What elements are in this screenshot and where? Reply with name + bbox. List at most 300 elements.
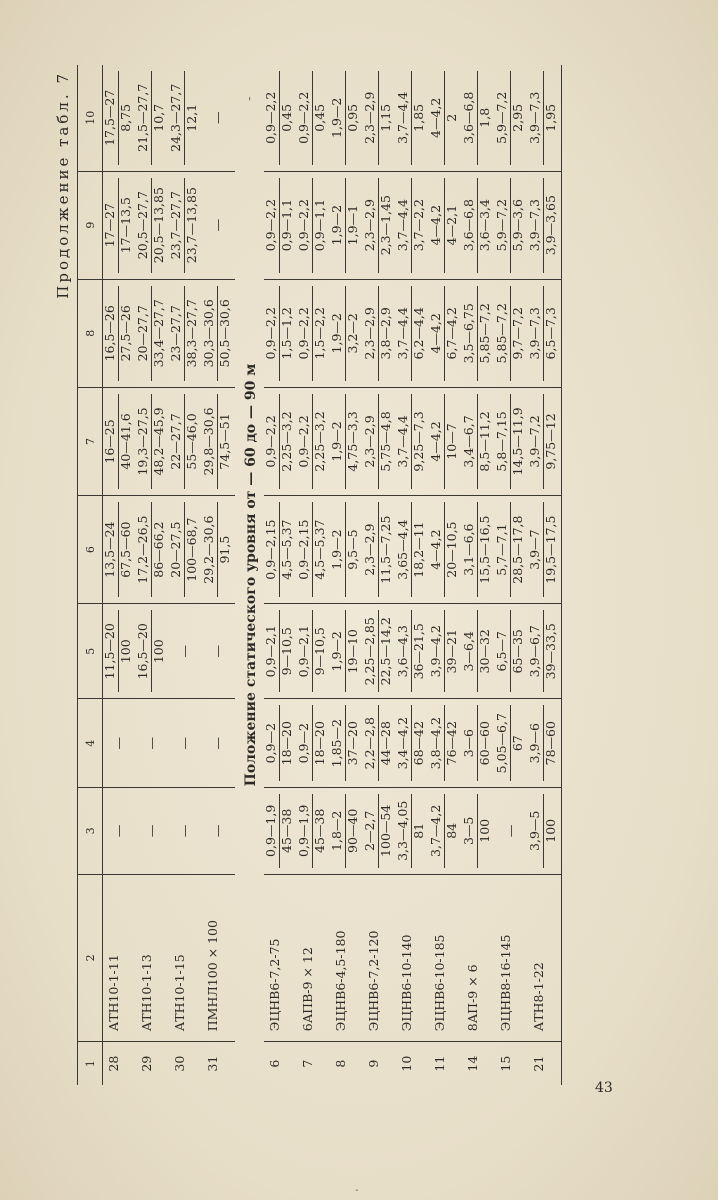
cell-percent-value: 37—20 — [344, 721, 360, 766]
cell-range-value: 2,3—2,9 — [363, 178, 379, 273]
cell-range-value: 3,9—7,3 — [528, 178, 544, 273]
cell-c3 — [396, 788, 429, 875]
cell-range-value: 20—27,7 — [136, 286, 152, 381]
cell-range-value: 6,5—7 — [495, 610, 511, 692]
pump-model: АТН10-1-13 — [136, 874, 169, 1042]
cell-c9 — [103, 171, 137, 279]
cell-c4 — [396, 699, 429, 788]
cell-percent-value: 3,8—2,9 — [377, 307, 393, 360]
cell-percent-value: 100 — [542, 818, 558, 843]
cell-percent-value: 45—38 — [311, 808, 327, 853]
cell-dash: — — [503, 824, 518, 838]
table-continuation-header: Продолжение табл. 7 — [54, 71, 72, 299]
cell-range-value: 2,3—2,9 — [363, 502, 379, 597]
cell-range-value: 2,3—2,9 — [363, 394, 379, 489]
cell-c6 — [136, 496, 169, 604]
cell-percent-value: 28,5—17,8 — [509, 515, 525, 584]
cell-percent-value: 1,8 — [476, 107, 492, 128]
cell-percent-value: 84 — [443, 822, 459, 839]
cell-range-value: 3,9—5 — [528, 794, 544, 868]
pump-model: ЭЦНВ6-10-140 — [396, 874, 429, 1042]
cell-percent-value: 15,5—16,5 — [476, 515, 492, 584]
cell-range-value: 3,7—4,4 — [396, 71, 412, 165]
cell-range-value: 5,9—7,2 — [495, 71, 511, 165]
cell-range-value: 16,5—20 — [136, 610, 152, 692]
cell-percent-value: 17—13,5 — [117, 197, 133, 254]
cell-c9 — [462, 171, 495, 279]
pump-model: 8АП-9 × 6 — [462, 874, 495, 1042]
cell-percent-value: 3,2—2 — [344, 313, 360, 354]
table-row — [202, 65, 235, 1085]
cell-range-value: 3,3—4,05 — [396, 794, 412, 868]
cell-c9 — [528, 171, 562, 279]
cell-c4 — [528, 699, 562, 788]
cell-c4 — [264, 699, 297, 788]
cell-range-value: 16—25 — [103, 394, 119, 489]
cell-range-value: 5,8—7,15 — [495, 394, 511, 489]
cell-range-value: 3,1—6,6 — [462, 502, 478, 597]
cell-c8 — [169, 279, 202, 387]
cell-range-value: 0,9—2,1 — [297, 610, 313, 692]
cell-range-value: 5,7—7,1 — [495, 502, 511, 597]
cell-range-value: 1,9—2 — [330, 502, 346, 597]
cell-percent-value: 100 — [150, 639, 166, 664]
cell-c6 — [169, 496, 202, 604]
cell-c10 — [264, 65, 297, 171]
table-row — [528, 65, 562, 1085]
cell-percent-value: 100—54 — [377, 804, 393, 857]
cell-percent-value: 100 — [476, 818, 492, 843]
cell-range-value: 5,85—7,2 — [495, 286, 511, 381]
cell-percent-value: 44—28 — [377, 721, 393, 766]
cell-range-value: 3,6—4,3 — [396, 610, 412, 692]
cell-dash: — — [177, 736, 192, 750]
cell-c8 — [330, 279, 363, 387]
cell-range-value: 17,5—27 — [103, 71, 119, 165]
cell-c3 — [495, 788, 528, 875]
cell-range-value: 0,9—2,2 — [297, 178, 313, 273]
cell-range-value: 0,9—2,2 — [297, 71, 313, 165]
row-number: 29 — [139, 1055, 154, 1072]
cell-dash: — — [144, 824, 159, 838]
cell-percent-value: 0,9—1,1 — [278, 199, 294, 252]
cell-range-value: 1,9—2 — [330, 394, 346, 489]
cell-c10 — [462, 65, 495, 171]
cell-c9 — [202, 171, 235, 279]
pump-model: ПМНЛ100 × 100 — [202, 874, 235, 1042]
pump-model: ЭЦНВ6-10-185 — [429, 874, 462, 1042]
cell-percent-value: 0,45 — [311, 103, 327, 132]
cell-c9 — [363, 171, 396, 279]
cell-percent-value: 78—60 — [542, 721, 558, 766]
table-row — [462, 65, 495, 1085]
table-row — [169, 65, 202, 1085]
cell-c5 — [429, 604, 462, 699]
cell-c8 — [202, 279, 235, 387]
table-body — [103, 65, 562, 1085]
cell-c10 — [495, 65, 528, 171]
cell-c3 — [103, 788, 137, 875]
cell-c8 — [495, 279, 528, 387]
row-number: 28 — [106, 1055, 121, 1072]
cell-percent-value: 10—7 — [443, 423, 459, 460]
table-row — [103, 65, 137, 1085]
cell-c3 — [202, 788, 235, 875]
pump-model: АТН8-1-22 — [528, 874, 562, 1042]
cell-range-value: 0,9—1,9 — [297, 794, 313, 868]
cell-percent-value: 9,5—5 — [344, 529, 360, 570]
cell-percent-value: 5,75—4,8 — [377, 411, 393, 472]
cell-range-value: 3,9—7,2 — [528, 394, 544, 489]
cell-percent-value: 14,5—11,9 — [509, 407, 525, 476]
cell-range-value: 3,9—6,7 — [528, 610, 544, 692]
column-header-9: 9 — [78, 171, 103, 279]
cell-percent-value: 48,2—45,9 — [150, 407, 166, 476]
cell-range-value: 3—6 — [462, 705, 478, 781]
cell-c6 — [103, 496, 137, 604]
cell-percent-value: 30—32 — [476, 629, 492, 674]
cell-c7 — [396, 387, 429, 495]
row-number: 11 — [432, 1055, 447, 1072]
cell-c3 — [528, 788, 562, 875]
cell-dash: — — [210, 736, 225, 750]
cell-range-value: 17—27 — [103, 178, 119, 273]
cell-percent-value: 4,5—5,37 — [311, 519, 327, 580]
cell-range-value: 4—4,2 — [429, 71, 445, 165]
cell-percent-value: 86—66,2 — [150, 521, 166, 578]
cell-percent-value: 4,75—3,3 — [344, 411, 360, 472]
table-row — [495, 65, 528, 1085]
cell-dash: — — [177, 645, 192, 658]
cell-percent-value: 18—20 — [278, 721, 294, 766]
rotated-table-container — [49, 65, 669, 1085]
cell-percent-value: 1,15 — [377, 103, 393, 132]
cell-percent-value: 1,5—1,2 — [278, 307, 294, 360]
section-title: Положение статического уровня от — 60 до — 90 м — [243, 363, 259, 787]
cell-percent-value: 65—35 — [509, 629, 525, 674]
cell-percent-value: 38,3—27,7 — [183, 299, 199, 368]
cell-range-value: 0,9—2,1 — [264, 610, 280, 692]
cell-c5 — [330, 604, 363, 699]
column-header-1: 1 — [78, 1042, 103, 1085]
cell-percent-value: 6,2—4,4 — [410, 307, 426, 360]
cell-c9 — [136, 171, 169, 279]
cell-c7 — [363, 387, 396, 495]
cell-range-value: 29,2—30,6 — [202, 502, 218, 597]
cell-range-value: 0,9—2,2 — [297, 286, 313, 381]
cell-c9 — [396, 171, 429, 279]
cell-c5 — [136, 604, 169, 699]
cell-c7 — [429, 387, 462, 495]
cell-dash: — — [111, 824, 126, 838]
cell-percent-value: 60—60 — [476, 721, 492, 766]
cell-c7 — [264, 387, 297, 495]
cell-c9 — [297, 171, 330, 279]
cell-range-value: 2,3—2,9 — [363, 71, 379, 165]
cell-range-value: 20,5—27,7 — [136, 178, 152, 273]
cell-range-value: 4—4,2 — [429, 286, 445, 381]
cell-percent-value: 68—42 — [410, 721, 426, 766]
cell-range-value: 3,7—4,4 — [396, 286, 412, 381]
cell-range-value: 21,5—27,7 — [136, 71, 152, 165]
cell-range-value: 3,7—4,4 — [396, 178, 412, 273]
cell-percent-value: 8,5—11,2 — [476, 411, 492, 472]
cell-c6 — [202, 496, 235, 604]
cell-c10 — [528, 65, 562, 171]
section-row — [235, 65, 264, 1085]
row-number: 7 — [300, 1059, 315, 1068]
cell-c6 — [264, 496, 297, 604]
cell-percent-value: 6,5—7,3 — [542, 307, 558, 360]
cell-c6 — [495, 496, 528, 604]
cell-percent-value: 3,9—3,65 — [542, 195, 558, 256]
cell-percent-value: 1,85 — [410, 103, 426, 132]
cell-range-value: 0,9—2,15 — [297, 502, 313, 597]
cell-c10 — [330, 65, 363, 171]
cell-range-value: 23,7—27,7 — [169, 178, 185, 273]
table-row — [264, 65, 297, 1085]
data-table — [77, 65, 562, 1085]
cell-c3 — [169, 788, 202, 875]
cell-c5 — [103, 604, 137, 699]
cell-percent-value: 0,45 — [278, 103, 294, 132]
cell-range-value: 30,3—30,6 — [202, 286, 218, 381]
column-header-2: 2 — [78, 874, 103, 1042]
cell-c9 — [264, 171, 297, 279]
cell-c7 — [495, 387, 528, 495]
cell-range-value: 0,9—2,2 — [264, 394, 280, 489]
cell-range-value: 19,3—27,5 — [136, 394, 152, 489]
cell-range-value: 3,9—7,3 — [528, 71, 544, 165]
cell-percent-value: 5,85—7,2 — [476, 303, 492, 364]
cell-c5 — [363, 604, 396, 699]
cell-percent-value: 67 — [509, 735, 525, 752]
cell-c10 — [169, 65, 202, 171]
cell-percent-value: 100—68,7 — [183, 517, 199, 582]
cell-c10 — [396, 65, 429, 171]
cell-c4 — [495, 699, 528, 788]
cell-percent-value: 91,5 — [216, 535, 232, 564]
cell-c8 — [136, 279, 169, 387]
cell-percent-value: 20—10,5 — [443, 521, 459, 578]
cell-percent-value: 1,95 — [542, 103, 558, 132]
cell-percent-value: 90—40 — [344, 808, 360, 853]
cell-range-value: 0,9—2,2 — [264, 286, 280, 381]
cell-c4 — [297, 699, 330, 788]
cell-percent-value: 33,4—27,7 — [150, 299, 166, 368]
cell-range-value: 20—27,5 — [169, 502, 185, 597]
cell-c5 — [202, 604, 235, 699]
cell-range-value: 0,9—2 — [297, 705, 313, 781]
cell-percent-value: 76—42 — [443, 721, 459, 766]
pump-model: ЭЦНВ6-4,5-180 — [330, 874, 363, 1042]
cell-c5 — [495, 604, 528, 699]
cell-range-value: 4—4,2 — [429, 178, 445, 273]
column-header-6: 6 — [78, 496, 103, 604]
cell-c7 — [330, 387, 363, 495]
cell-c3 — [330, 788, 363, 875]
cell-c4 — [136, 699, 169, 788]
cell-c3 — [429, 788, 462, 875]
cell-range-value: 4—4,2 — [429, 502, 445, 597]
cell-c4 — [103, 699, 137, 788]
cell-percent-value: 2,25—3,2 — [278, 411, 294, 472]
cell-percent-value: 55—46,0 — [183, 413, 199, 470]
pump-model: 6АПВ-9 × 12 — [297, 874, 330, 1042]
cell-c8 — [264, 279, 297, 387]
cell-percent-value: 10,7 — [150, 103, 166, 132]
cell-percent-value: 9—10,5 — [311, 627, 327, 676]
cell-range-value: 3,5—6,75 — [462, 286, 478, 381]
cell-c8 — [528, 279, 562, 387]
cell-range-value: 3—5 — [462, 794, 478, 868]
cell-dash: — — [111, 736, 126, 750]
cell-c4 — [169, 699, 202, 788]
cell-percent-value: 19—10 — [344, 629, 360, 674]
cell-percent-value: 11,5—7,25 — [377, 515, 393, 584]
cell-c10 — [297, 65, 330, 171]
cell-range-value: 3,7—4,2 — [429, 794, 445, 868]
table-row — [330, 65, 363, 1085]
cell-range-value: 0,9—2,2 — [297, 394, 313, 489]
cell-range-value: 3,4—4,2 — [396, 705, 412, 781]
cell-c8 — [103, 279, 137, 387]
page-number: 43 — [595, 1080, 613, 1096]
cell-percent-value: 19,5—17,5 — [542, 515, 558, 584]
cell-percent-value: 2,25—3,2 — [311, 411, 327, 472]
cell-c7 — [297, 387, 330, 495]
cell-c7 — [462, 387, 495, 495]
column-header-5: 5 — [78, 604, 103, 699]
cell-range-value: 0,9—2,2 — [264, 178, 280, 273]
cell-dash: — — [210, 218, 225, 232]
cell-percent-value: 0,9—1,1 — [311, 199, 327, 252]
cell-percent-value: 40—41,6 — [117, 413, 133, 470]
cell-percent-value: 20,5—13,85 — [150, 187, 166, 264]
cell-percent-value: 9,75—12 — [542, 413, 558, 470]
cell-percent-value: 2 — [443, 113, 459, 122]
cell-range-value: 3,6—6,8 — [462, 71, 478, 165]
table-row — [297, 65, 330, 1085]
cell-percent-value: 36—21,5 — [410, 623, 426, 680]
cell-c4 — [202, 699, 235, 788]
cell-c6 — [528, 496, 562, 604]
cell-percent-value: 39—33,5 — [542, 623, 558, 680]
cell-percent-value: 74,5—51 — [216, 413, 232, 470]
cell-range-value: 3,4—6,7 — [462, 394, 478, 489]
cell-c10 — [363, 65, 396, 171]
cell-range-value: 24,3—27,7 — [169, 71, 185, 165]
cell-percent-value: 81 — [410, 822, 426, 839]
cell-range-value: 1,9—2 — [330, 71, 346, 165]
cell-c5 — [169, 604, 202, 699]
cell-c9 — [169, 171, 202, 279]
cell-range-value: 13,5—24 — [103, 502, 119, 597]
cell-percent-value: 22,5—14,2 — [377, 617, 393, 686]
cell-c6 — [363, 496, 396, 604]
cell-range-value: 4—4,2 — [429, 394, 445, 489]
cell-percent-value: 9,7—7,2 — [509, 307, 525, 360]
cell-c5 — [396, 604, 429, 699]
column-header-7: 7 — [78, 387, 103, 495]
cell-c8 — [363, 279, 396, 387]
cell-range-value: 3,7—4,4 — [396, 394, 412, 489]
row-number: 15 — [498, 1055, 513, 1072]
cell-range-value: 3,9—7 — [528, 502, 544, 597]
cell-range-value: 3,9—6 — [528, 705, 544, 781]
cell-range-value: 1,85—2 — [330, 705, 346, 781]
column-header-row — [78, 65, 103, 1085]
column-header-10: 10 — [78, 65, 103, 171]
cell-c3 — [297, 788, 330, 875]
cell-c4 — [363, 699, 396, 788]
cell-percent-value: 9,25—7,3 — [410, 411, 426, 472]
cell-c5 — [297, 604, 330, 699]
cell-range-value: 2—2,7 — [363, 794, 379, 868]
cell-c5 — [462, 604, 495, 699]
cell-c7 — [528, 387, 562, 495]
cell-c4 — [429, 699, 462, 788]
cell-c7 — [136, 387, 169, 495]
pump-model: ЭЦНВ6-7,2-120 — [363, 874, 396, 1042]
table-row — [429, 65, 462, 1085]
cell-percent-value: 67,5—60 — [117, 521, 133, 578]
scan-speck: ' — [248, 95, 252, 109]
cell-c7 — [202, 387, 235, 495]
pump-model: ЭЦНВ8-16-145 — [495, 874, 528, 1042]
cell-percent-value: 0,95 — [344, 103, 360, 132]
cell-c8 — [396, 279, 429, 387]
cell-c6 — [330, 496, 363, 604]
cell-percent-value: 3,7—2,2 — [410, 199, 426, 252]
cell-range-value: 1,8—2 — [330, 794, 346, 868]
cell-range-value: 2,3—2,9 — [363, 286, 379, 381]
column-header-8: 8 — [78, 279, 103, 387]
cell-percent-value: 5,9—3,6 — [509, 199, 525, 252]
cell-c3 — [363, 788, 396, 875]
cell-c6 — [429, 496, 462, 604]
cell-percent-value: 3,6—3,4 — [476, 199, 492, 252]
cell-c8 — [462, 279, 495, 387]
cell-c8 — [297, 279, 330, 387]
row-number: 31 — [205, 1055, 220, 1072]
cell-percent-value: 2,3—1,45 — [377, 195, 393, 256]
cell-c4 — [330, 699, 363, 788]
cell-percent-value: 8,75 — [117, 103, 133, 132]
cell-range-value: 3,9—7,3 — [528, 286, 544, 381]
column-header-3: 3 — [78, 788, 103, 875]
cell-percent-value: 18—20 — [311, 721, 327, 766]
cell-dash: — — [144, 736, 159, 750]
row-number: 9 — [366, 1059, 381, 1068]
cell-range-value: 1,9—2 — [330, 178, 346, 273]
row-number: 8 — [333, 1059, 348, 1068]
cell-dash: — — [177, 824, 192, 838]
cell-range-value: 17,2—26,5 — [136, 502, 152, 597]
cell-percent-value: 50,5—30,6 — [216, 299, 232, 368]
cell-dash: — — [210, 824, 225, 838]
cell-range-value: 3,65—4,4 — [396, 502, 412, 597]
cell-c8 — [429, 279, 462, 387]
row-number: 10 — [399, 1055, 414, 1072]
cell-c7 — [103, 387, 137, 495]
cell-range-value: 0,9—2 — [264, 705, 280, 781]
cell-range-value: 29,8—30,6 — [202, 394, 218, 489]
cell-c3 — [264, 788, 297, 875]
cell-range-value: 3,8—4,2 — [429, 705, 445, 781]
cell-range-value: 3,6—6,8 — [462, 178, 478, 273]
pump-model: АТН10-1-11 — [103, 874, 137, 1042]
